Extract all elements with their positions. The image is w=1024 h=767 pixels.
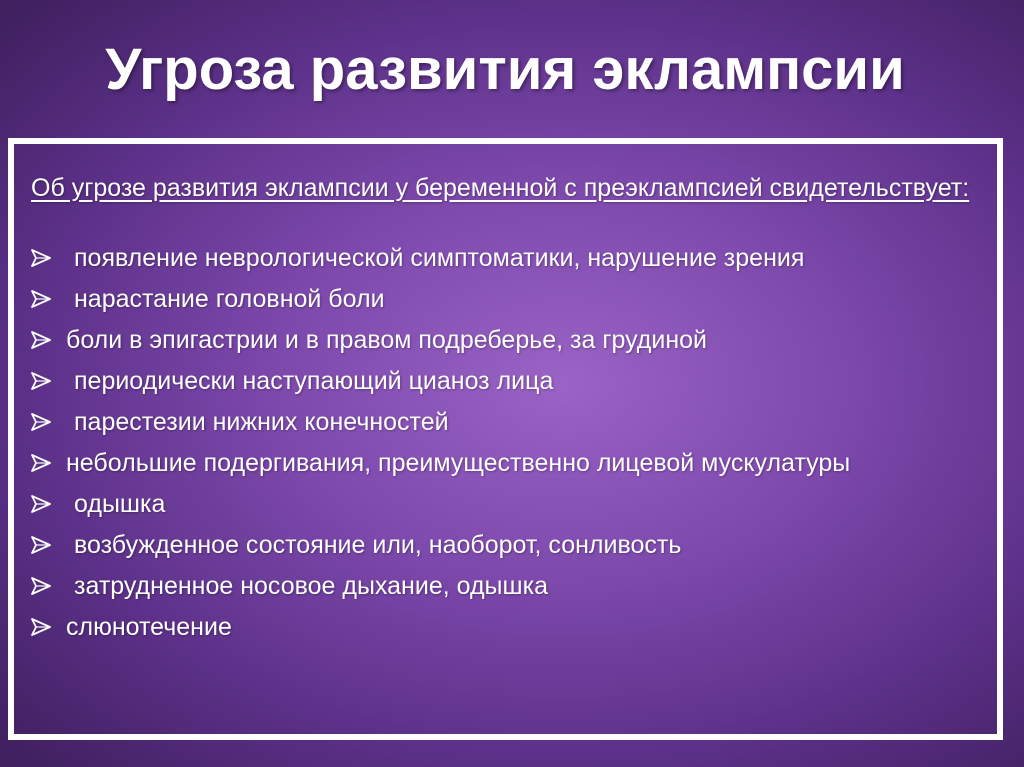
list-item-text: боли в эпигастрии и в правом подреберье, за грудиной <box>66 326 708 354</box>
arrow-bullet-icon <box>30 406 56 438</box>
intro-text: Об угрозе развития эклампсии у беременной с преэклампсией свидетельствует: <box>31 174 970 202</box>
list-item <box>30 488 990 520</box>
list-item <box>30 242 990 274</box>
list-item <box>30 570 990 602</box>
arrow-bullet-icon <box>30 529 56 561</box>
list-item <box>30 447 990 479</box>
list-item <box>30 406 990 438</box>
list-item-text: появление неврологической симптоматики, нарушение зрения <box>74 244 805 272</box>
list-item <box>30 324 990 356</box>
list-item-text: небольшие подергивания, преимущественно лицевой мускулатуры <box>66 449 851 477</box>
content-frame <box>8 138 1003 740</box>
list-item-text: одышка <box>74 490 166 518</box>
arrow-bullet-icon <box>30 283 56 315</box>
list-item-text: парестезии нижних конечностей <box>74 408 449 436</box>
arrow-bullet-icon <box>30 488 56 520</box>
arrow-bullet-icon <box>30 447 56 479</box>
bullet-list <box>30 242 990 652</box>
arrow-bullet-icon <box>30 242 56 274</box>
arrow-bullet-icon <box>30 324 56 356</box>
list-item-text: возбужденное состояние или, наоборот, сонливость <box>74 531 682 559</box>
list-item <box>30 283 990 315</box>
list-item <box>30 611 990 643</box>
arrow-bullet-icon <box>30 570 56 602</box>
list-item-text: периодически наступающий цианоз лица <box>74 367 554 395</box>
arrow-bullet-icon <box>30 611 56 643</box>
slide-title: Угроза развития эклампсии <box>105 37 905 102</box>
list-item-text: слюнотечение <box>66 613 232 641</box>
list-item <box>30 365 990 397</box>
list-item-text: затрудненное носовое дыхание, одышка <box>74 572 548 600</box>
list-item <box>30 529 990 561</box>
list-item-text: нарастание головной боли <box>74 285 385 313</box>
arrow-bullet-icon <box>30 365 56 397</box>
